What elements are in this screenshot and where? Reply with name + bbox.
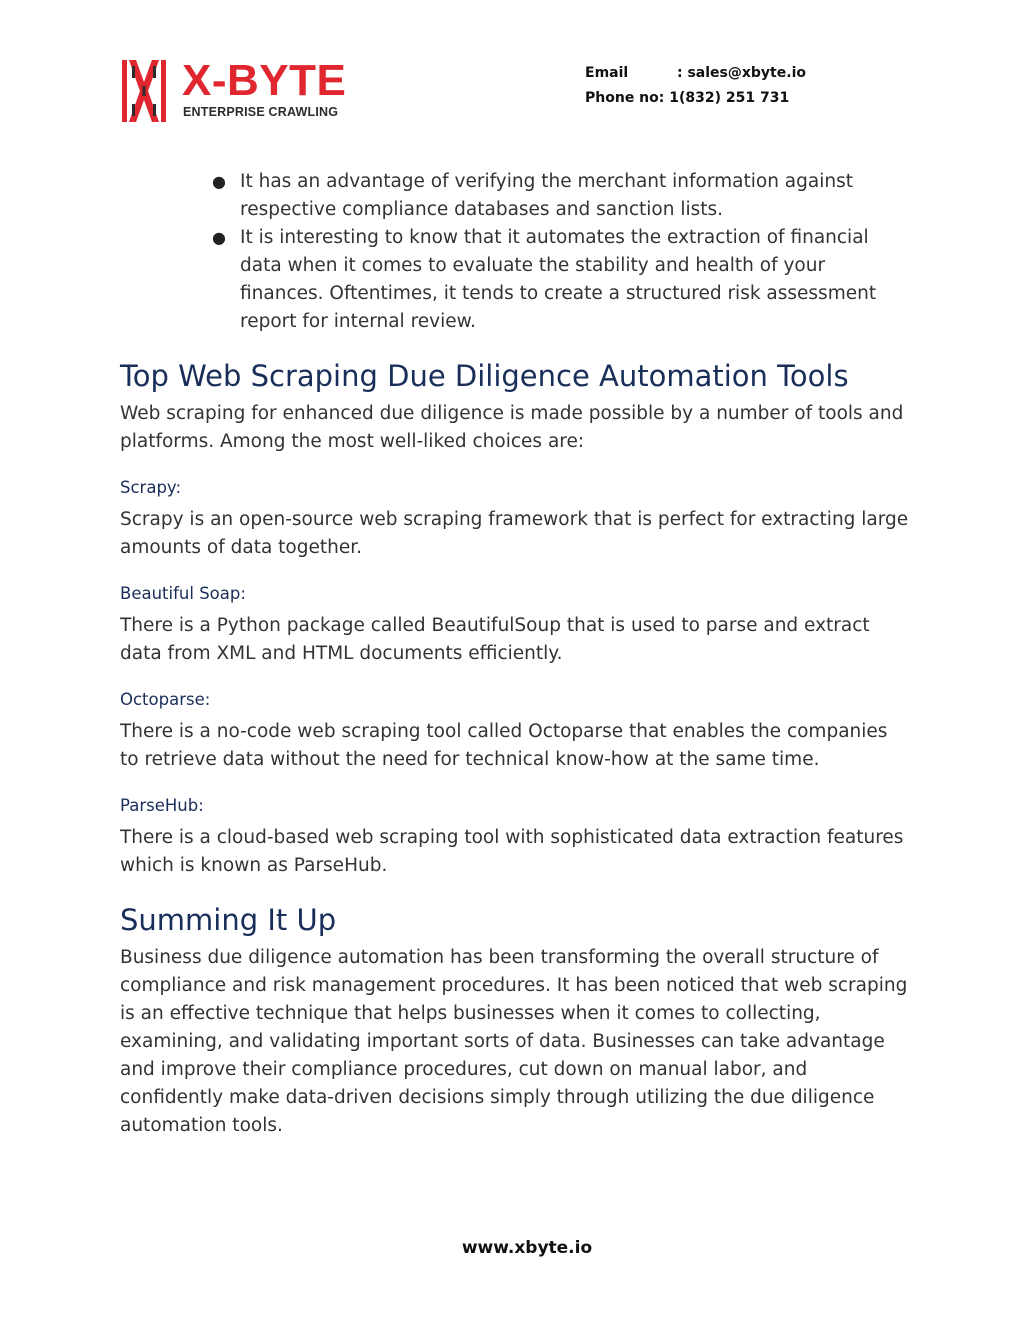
tool-description: There is a Python package called BeautifulSoup that is used to parse and extract data from XML and HTML documents efficiently. <box>120 615 870 664</box>
email-row <box>585 61 806 86</box>
phone-label: Phone no <box>585 90 659 106</box>
tool-name: Octoparse: <box>120 690 211 709</box>
footer-website-link[interactable]: www.xbyte.io <box>461 1238 593 1258</box>
email-value[interactable]: : sales@xbyte.io <box>677 65 806 81</box>
logo-wordmark: X-BYTE <box>182 56 347 105</box>
tool-name: Scrapy: <box>120 478 182 497</box>
tool-name: Beautiful Soap: <box>120 584 246 603</box>
phone-row <box>585 86 806 111</box>
email-label: Email <box>585 65 629 81</box>
list-item-text: It is interesting to know that it automates the extraction of financial data when it comes to evaluate the stability and health of your finances. Oftentimes, it tends to create a structured risk assessment report for internal review. <box>240 227 877 332</box>
tools-intro-paragraph: Web scraping for enhanced due diligence is made possible by a number of tools and platforms. Among the most well-liked choices are: <box>120 403 904 452</box>
tool-entry-octoparse <box>120 688 910 774</box>
logo-tagline: ENTERPRISE CRAWLING <box>183 105 339 119</box>
tool-description: Scrapy is an open-source web scraping framework that is perfect for extracting large amounts of data together. <box>120 509 909 558</box>
tool-entry-parsehub <box>120 794 910 880</box>
page-header <box>0 0 1024 140</box>
list-item-text: It has an advantage of verifying the merchant information against respective compliance databases and sanction lists. <box>240 171 853 220</box>
company-logo <box>120 58 360 128</box>
summary-paragraph: Business due diligence automation has been transforming the overall structure of compliance and risk management procedures. It has been noticed that web scraping is an effective technique that helps businesses when it comes to collecting, examining, and validating important sorts of data. Businesses can take advantage and improve their compliance procedures, cut down on manual labor, and confidently make data-driven decisions simply through utilizing the due diligence automation tools. <box>120 947 908 1136</box>
phone-value[interactable]: : 1(832) 251 731 <box>658 90 790 106</box>
document-body <box>120 168 910 1140</box>
list-item <box>212 168 910 224</box>
x-byte-emblem-icon <box>120 60 168 122</box>
feature-bullet-list <box>120 168 910 336</box>
tool-name: ParseHub: <box>120 796 204 815</box>
summary-section-heading: Summing It Up <box>120 903 337 937</box>
tool-entry-beautiful-soap <box>120 582 910 668</box>
bullet-icon: ● <box>212 228 226 247</box>
tool-description: There is a no-code web scraping tool called Octoparse that enables the companies to retrieve data without the need for technical know-how at the same time. <box>120 721 888 770</box>
tool-description: There is a cloud-based web scraping tool with sophisticated data extraction features which is known as ParseHub. <box>120 827 904 876</box>
tool-entry-scrapy <box>120 476 910 562</box>
bullet-icon: ● <box>212 172 226 191</box>
contact-info <box>585 61 806 111</box>
tools-section-heading: Top Web Scraping Due Diligence Automation Tools <box>120 359 849 393</box>
list-item <box>212 224 910 336</box>
